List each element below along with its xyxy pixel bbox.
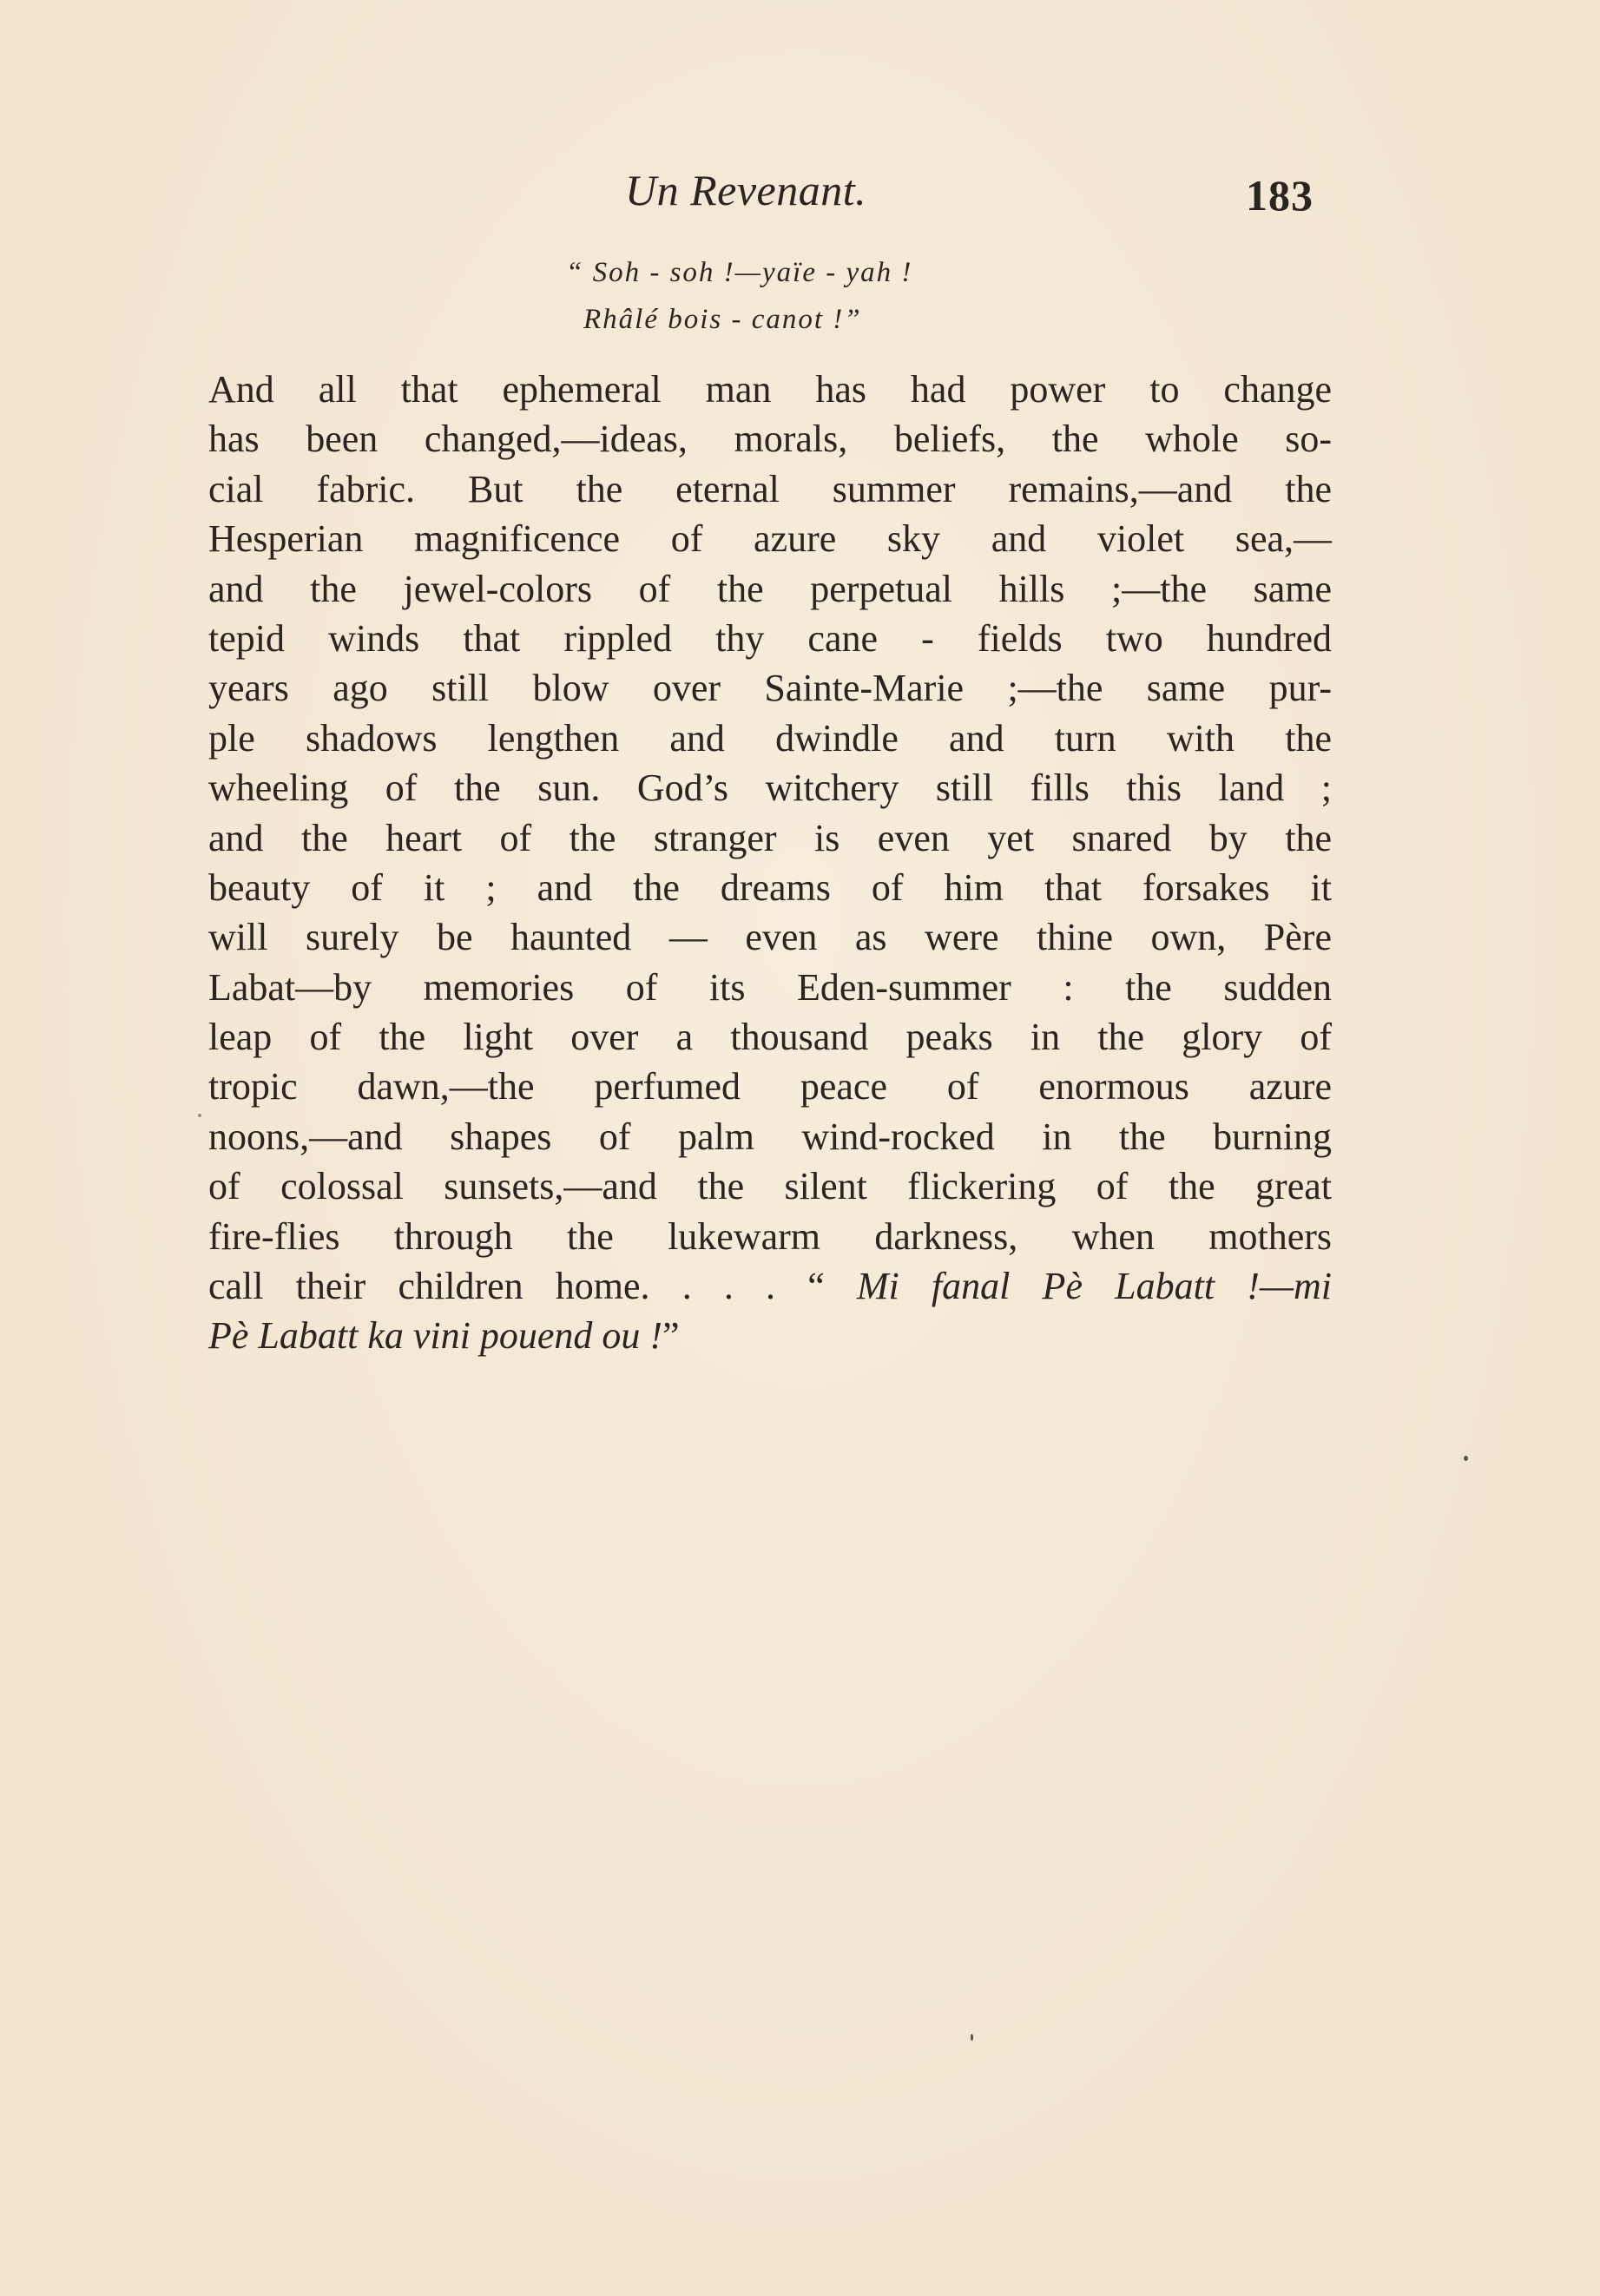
closing-quote: ” — [662, 1314, 680, 1358]
text-run: call their children home. . . . “ — [208, 1265, 857, 1308]
text-line: and the jewel-colors of the perpetual hills ;—the same — [208, 567, 1332, 610]
creole-quote: Mi fanal Pè Labatt !—mi — [856, 1265, 1332, 1308]
text-line: tepid winds that rippled thy cane - fields two hundred — [208, 616, 1332, 660]
page-number: 183 — [1246, 171, 1314, 220]
text-line: tropic dawn,—the perfumed peace of enormous azure — [208, 1065, 1332, 1109]
text-line-mixed — [208, 1261, 1332, 1311]
text-line: ple shadows lengthen and dwindle and turn with the — [208, 716, 1332, 760]
text-line: and the heart of the stranger is even yet snared by the — [208, 816, 1332, 859]
text-line: years ago still blow over Sainte-Marie ;—the same pur- — [208, 667, 1332, 710]
running-title: Un Revenant. — [625, 166, 867, 214]
creole-quote: Pè Labatt ka vini pouend ou ! — [208, 1314, 663, 1358]
text-line: leap of the light over a thousand peaks in the glory of — [208, 1016, 1332, 1059]
epigraph-line: “ Soh - soh !—yaïe - yah ! — [566, 257, 913, 288]
epigraph-line: Rhâlé bois - canot !” — [583, 304, 862, 335]
text-line: wheeling of the sun. God’s witchery still fills this land ; — [208, 766, 1332, 810]
paper-speck — [1464, 1456, 1468, 1461]
text-line: noons,—and shapes of palm wind-rocked in the burning — [208, 1115, 1332, 1158]
text-line: fire-flies through the lukewarm darkness, when mothers — [208, 1214, 1332, 1258]
text-line: Hesperian magnificence of azure sky and violet sea,— — [208, 517, 1332, 561]
text-line: And all that ephemeral man has had power to change — [208, 368, 1332, 411]
paper-speck — [198, 1114, 201, 1117]
running-head — [0, 165, 1600, 226]
text-line: will surely be haunted — even as were thine own, Père — [208, 916, 1332, 959]
text-line: Labat—by memories of its Eden-summer : the sudden — [208, 965, 1332, 1009]
text-line: beauty of it ; and the dreams of him that forsakes it — [208, 865, 1332, 909]
text-line-mixed — [208, 1311, 1332, 1360]
text-line: has been changed,—ideas, morals, beliefs, the whole so- — [208, 418, 1332, 461]
body-paragraph — [208, 365, 1332, 1361]
paper-speck — [971, 2034, 973, 2041]
text-line: of colossal sunsets,—and the silent flickering of the great — [208, 1165, 1332, 1208]
text-line: cial fabric. But the eternal summer remains,—and the — [208, 467, 1332, 510]
